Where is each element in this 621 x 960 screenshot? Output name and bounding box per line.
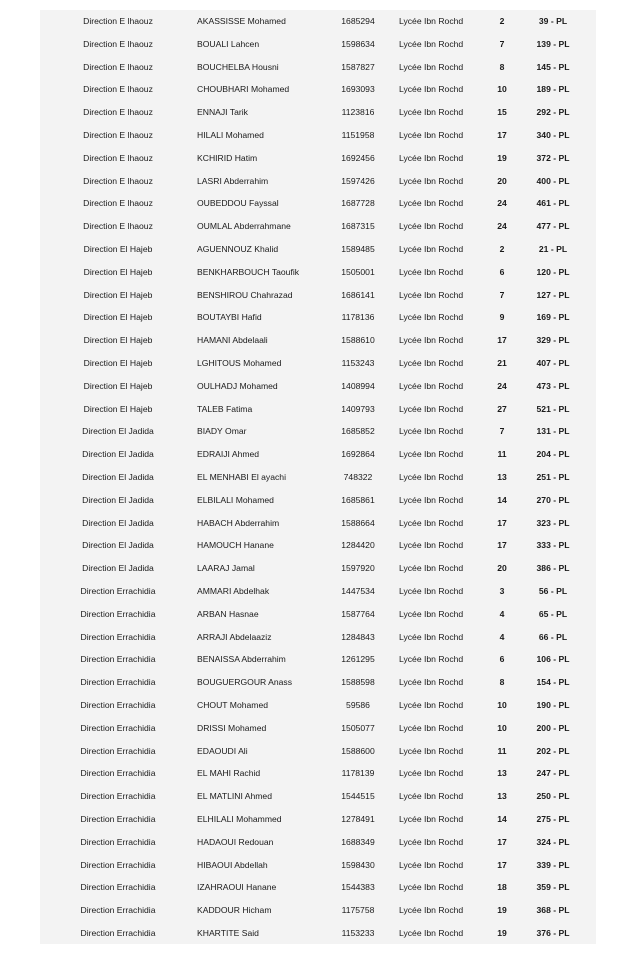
- id-cell: 1598430: [341, 859, 375, 870]
- school-cell: Lycée Ibn Rochd: [399, 449, 464, 460]
- direction-cell: Direction Errachidia: [80, 859, 156, 870]
- code-cell: 127 - PL: [536, 289, 570, 300]
- school-cell: Lycée Ibn Rochd: [399, 380, 464, 391]
- code-cell: 521 - PL: [536, 403, 570, 414]
- id-cell: 1123816: [341, 107, 375, 118]
- page-margin-left: [0, 0, 40, 960]
- code-cell: 154 - PL: [536, 677, 570, 688]
- table-row: [40, 375, 596, 398]
- direction-cell: Direction Errachidia: [80, 586, 156, 596]
- school-cell: Lycée Ibn Rochd: [399, 586, 464, 596]
- table-row: [40, 284, 596, 307]
- code-cell: 407 - PL: [536, 358, 570, 368]
- direction-cell: Direction Errachidia: [80, 814, 156, 824]
- name-cell: BENKHARBOUCH Taoufik: [197, 266, 300, 277]
- direction-cell: Direction E lhaouz: [83, 198, 153, 209]
- code-cell: 21 - PL: [538, 244, 568, 254]
- name-cell: EL MENHABI El ayachi: [197, 472, 286, 482]
- school-cell: Lycée Ibn Rochd: [399, 130, 464, 140]
- direction-cell: Direction El Hajeb: [83, 289, 153, 300]
- table-row: [40, 466, 596, 489]
- school-cell: Lycée Ibn Rochd: [399, 608, 464, 619]
- table-row: [40, 580, 596, 603]
- id-cell: 1588598: [341, 677, 375, 688]
- direction-cell: Direction Errachidia: [80, 608, 156, 619]
- school-cell: Lycée Ibn Rochd: [399, 836, 464, 847]
- number-cell: 2: [499, 244, 505, 254]
- number-cell: 8: [499, 61, 505, 72]
- name-cell: ELHILALI Mohammed: [197, 814, 282, 824]
- name-cell: BOUGUERGOUR Anass: [197, 677, 293, 688]
- code-cell: 386 - PL: [536, 563, 570, 574]
- table-row: [40, 808, 596, 831]
- school-cell: Lycée Ibn Rochd: [399, 905, 464, 916]
- number-cell: 18: [497, 882, 507, 893]
- code-cell: 372 - PL: [536, 152, 570, 163]
- code-cell: 120 - PL: [536, 266, 570, 277]
- table-row: [40, 101, 596, 124]
- number-cell: 19: [497, 928, 507, 938]
- code-cell: 145 - PL: [536, 61, 570, 72]
- id-cell: 1685852: [341, 426, 375, 437]
- direction-cell: Direction El Jadida: [82, 494, 154, 505]
- number-cell: 15: [497, 107, 507, 118]
- direction-cell: Direction Errachidia: [80, 700, 156, 710]
- table-row: [40, 443, 596, 466]
- direction-cell: Direction E lhaouz: [83, 61, 153, 72]
- code-cell: 359 - PL: [536, 882, 570, 893]
- school-cell: Lycée Ibn Rochd: [399, 700, 464, 710]
- direction-cell: Direction El Jadida: [82, 563, 154, 574]
- number-cell: 17: [497, 836, 507, 847]
- id-cell: 1685861: [341, 494, 375, 505]
- school-cell: Lycée Ibn Rochd: [399, 768, 464, 779]
- name-cell: LGHITOUS Mohamed: [197, 358, 282, 368]
- code-cell: 339 - PL: [536, 859, 570, 870]
- name-cell: AKASSISSE Mohamed: [197, 16, 286, 26]
- number-cell: 24: [497, 198, 507, 209]
- code-cell: 376 - PL: [536, 928, 570, 938]
- id-cell: 1447534: [341, 586, 375, 596]
- table-row: [40, 626, 596, 649]
- code-cell: 270 - PL: [536, 494, 570, 505]
- direction-cell: Direction Errachidia: [80, 654, 156, 665]
- table-row: [40, 876, 596, 899]
- school-cell: Lycée Ibn Rochd: [399, 677, 464, 688]
- name-cell: LASRI Abderrahim: [197, 175, 269, 186]
- school-cell: Lycée Ibn Rochd: [399, 61, 464, 72]
- direction-cell: Direction Errachidia: [80, 745, 156, 756]
- id-cell: 1409793: [341, 403, 375, 414]
- id-cell: 1587764: [341, 608, 375, 619]
- number-cell: 21: [497, 358, 507, 368]
- name-cell: BENAISSA Abderrahim: [197, 654, 286, 665]
- table-row: [40, 10, 596, 33]
- table-row: [40, 124, 596, 147]
- direction-cell: Direction El Hajeb: [83, 335, 153, 346]
- code-cell: 477 - PL: [536, 221, 570, 232]
- table-row: [40, 33, 596, 56]
- code-cell: 473 - PL: [536, 380, 570, 391]
- name-cell: HADAOUI Redouan: [197, 836, 274, 847]
- name-cell: EL MAHI Rachid: [197, 768, 261, 779]
- id-cell: 1175758: [341, 905, 375, 916]
- direction-cell: Direction Errachidia: [80, 768, 156, 779]
- table-row: [40, 306, 596, 329]
- name-cell: BENSHIROU Chahrazad: [197, 289, 293, 300]
- direction-cell: Direction El Hajeb: [83, 358, 153, 368]
- name-cell: CHOUBHARI Mohamed: [197, 84, 290, 95]
- code-cell: 461 - PL: [536, 198, 570, 209]
- direction-cell: Direction El Jadida: [82, 517, 154, 528]
- code-cell: 250 - PL: [536, 791, 570, 802]
- name-cell: BOUTAYBI Hafid: [197, 312, 262, 323]
- number-cell: 10: [497, 722, 507, 733]
- direction-cell: Direction Errachidia: [80, 928, 156, 938]
- table-row: [40, 170, 596, 193]
- number-cell: 2: [499, 16, 505, 26]
- id-cell: 1686141: [341, 289, 375, 300]
- code-cell: 56 - PL: [538, 586, 568, 596]
- direction-cell: Direction El Jadida: [82, 449, 154, 460]
- table-row: [40, 694, 596, 717]
- direction-cell: Direction El Hajeb: [83, 244, 153, 254]
- school-cell: Lycée Ibn Rochd: [399, 312, 464, 323]
- table-row: [40, 489, 596, 512]
- school-cell: Lycée Ibn Rochd: [399, 494, 464, 505]
- number-cell: 17: [497, 859, 507, 870]
- name-cell: ARBAN Hasnae: [197, 608, 259, 619]
- code-cell: 323 - PL: [536, 517, 570, 528]
- id-cell: 1284843: [341, 631, 375, 642]
- id-cell: 59586: [346, 700, 370, 710]
- name-cell: HILALI Mohamed: [197, 130, 264, 140]
- school-cell: Lycée Ibn Rochd: [399, 791, 464, 802]
- table-row: [40, 78, 596, 101]
- name-cell: ENNAJI Tarik: [197, 107, 248, 118]
- code-cell: 329 - PL: [536, 335, 570, 346]
- school-cell: Lycée Ibn Rochd: [399, 244, 464, 254]
- table-row: [40, 512, 596, 535]
- direction-cell: Direction Errachidia: [80, 836, 156, 847]
- number-cell: 11: [497, 745, 507, 756]
- name-cell: HAMOUCH Hanane: [197, 540, 274, 551]
- number-cell: 20: [497, 175, 507, 186]
- code-cell: 169 - PL: [536, 312, 570, 323]
- number-cell: 7: [499, 289, 505, 300]
- school-cell: Lycée Ibn Rochd: [399, 426, 464, 437]
- table-row: [40, 671, 596, 694]
- number-cell: 24: [497, 221, 507, 232]
- number-cell: 19: [497, 152, 507, 163]
- school-cell: Lycée Ibn Rochd: [399, 859, 464, 870]
- number-cell: 11: [497, 449, 507, 460]
- number-cell: 7: [499, 38, 505, 49]
- id-cell: 1284420: [341, 540, 375, 551]
- school-cell: Lycée Ibn Rochd: [399, 175, 464, 186]
- direction-cell: Direction E lhaouz: [83, 221, 153, 232]
- direction-cell: Direction El Hajeb: [83, 266, 153, 277]
- school-cell: Lycée Ibn Rochd: [399, 540, 464, 551]
- number-cell: 6: [499, 654, 505, 665]
- code-cell: 324 - PL: [536, 836, 570, 847]
- number-cell: 14: [497, 814, 507, 824]
- id-cell: 1687315: [341, 221, 375, 232]
- code-cell: 39 - PL: [538, 16, 568, 26]
- name-cell: HAMANI Abdelaali: [197, 335, 268, 346]
- code-cell: 131 - PL: [536, 426, 570, 437]
- school-cell: Lycée Ibn Rochd: [399, 928, 464, 938]
- id-cell: 1693093: [341, 84, 375, 95]
- name-cell: DRISSI Mohamed: [197, 722, 267, 733]
- table-row: [40, 352, 596, 375]
- table-row: [40, 147, 596, 170]
- table-row: [40, 420, 596, 443]
- code-cell: 202 - PL: [536, 745, 570, 756]
- code-cell: 139 - PL: [536, 38, 570, 49]
- name-cell: BOUCHELBA Housni: [197, 61, 279, 72]
- table-row: [40, 398, 596, 421]
- id-cell: 1408994: [341, 380, 375, 391]
- school-cell: Lycée Ibn Rochd: [399, 289, 464, 300]
- code-cell: 247 - PL: [536, 768, 570, 779]
- school-cell: Lycée Ibn Rochd: [399, 814, 464, 824]
- id-cell: 748322: [343, 472, 373, 482]
- table-row: [40, 740, 596, 763]
- school-cell: Lycée Ibn Rochd: [399, 38, 464, 49]
- page-margin-bottom: [0, 944, 621, 960]
- table-row: [40, 762, 596, 785]
- direction-cell: Direction E lhaouz: [83, 130, 153, 140]
- table-row: [40, 854, 596, 877]
- number-cell: 24: [497, 380, 507, 391]
- table-row: [40, 717, 596, 740]
- code-cell: 204 - PL: [536, 449, 570, 460]
- number-cell: 10: [497, 700, 507, 710]
- id-cell: 1588610: [341, 335, 375, 346]
- number-cell: 13: [497, 472, 507, 482]
- table-row: [40, 534, 596, 557]
- id-cell: 1588664: [341, 517, 375, 528]
- direction-cell: Direction El Hajeb: [83, 380, 153, 391]
- name-cell: IZAHRAOUI Hanane: [197, 882, 277, 893]
- name-cell: ARRAJI Abdelaaziz: [197, 631, 272, 642]
- id-cell: 1687728: [341, 198, 375, 209]
- direction-cell: Direction El Jadida: [82, 472, 154, 482]
- code-cell: 275 - PL: [536, 814, 570, 824]
- table-row: [40, 56, 596, 79]
- code-cell: 251 - PL: [536, 472, 570, 482]
- name-cell: OUBEDDOU Fayssal: [197, 198, 279, 209]
- table-row: [40, 831, 596, 854]
- school-cell: Lycée Ibn Rochd: [399, 358, 464, 368]
- name-cell: OUMLAL Abderrahmane: [197, 221, 291, 232]
- school-cell: Lycée Ibn Rochd: [399, 16, 464, 26]
- id-cell: 1278491: [341, 814, 375, 824]
- name-cell: KCHIRID Hatim: [197, 152, 258, 163]
- direction-cell: Direction E lhaouz: [83, 175, 153, 186]
- school-cell: Lycée Ibn Rochd: [399, 517, 464, 528]
- direction-cell: Direction El Jadida: [82, 540, 154, 551]
- school-cell: Lycée Ibn Rochd: [399, 221, 464, 232]
- number-cell: 9: [499, 312, 505, 323]
- code-cell: 200 - PL: [536, 722, 570, 733]
- name-cell: BOUALI Lahcen: [197, 38, 260, 49]
- school-cell: Lycée Ibn Rochd: [399, 745, 464, 756]
- name-cell: KADDOUR Hicham: [197, 905, 272, 916]
- direction-cell: Direction E lhaouz: [83, 84, 153, 95]
- id-cell: 1692456: [341, 152, 375, 163]
- table-row: [40, 899, 596, 922]
- id-cell: 1153233: [341, 928, 375, 938]
- school-cell: Lycée Ibn Rochd: [399, 722, 464, 733]
- number-cell: 4: [499, 608, 505, 619]
- name-cell: AGUENNOUZ Khalid: [197, 244, 279, 254]
- name-cell: EDRAIJI Ahmed: [197, 449, 260, 460]
- school-cell: Lycée Ibn Rochd: [399, 198, 464, 209]
- school-cell: Lycée Ibn Rochd: [399, 654, 464, 665]
- number-cell: 8: [499, 677, 505, 688]
- code-cell: 189 - PL: [536, 84, 570, 95]
- id-cell: 1153243: [341, 358, 375, 368]
- code-cell: 106 - PL: [536, 654, 570, 665]
- name-cell: EDAOUDI Ali: [197, 745, 248, 756]
- name-cell: OULHADJ Mohamed: [197, 380, 278, 391]
- table-row: [40, 329, 596, 352]
- direction-cell: Direction E lhaouz: [83, 38, 153, 49]
- table-row: [40, 238, 596, 261]
- id-cell: 1688349: [341, 836, 375, 847]
- direction-cell: Direction Errachidia: [80, 677, 156, 688]
- code-cell: 292 - PL: [536, 107, 570, 118]
- school-cell: Lycée Ibn Rochd: [399, 563, 464, 574]
- name-cell: AMMARI Abdelhak: [197, 586, 270, 596]
- id-cell: 1589485: [341, 244, 375, 254]
- name-cell: KHARTITE Said: [197, 928, 259, 938]
- direction-cell: Direction E lhaouz: [83, 107, 153, 118]
- id-cell: 1588600: [341, 745, 375, 756]
- name-cell: HABACH Abderrahim: [197, 517, 280, 528]
- id-cell: 1692864: [341, 449, 375, 460]
- school-cell: Lycée Ibn Rochd: [399, 107, 464, 118]
- table-row: [40, 648, 596, 671]
- number-cell: 17: [497, 335, 507, 346]
- number-cell: 14: [497, 494, 507, 505]
- number-cell: 13: [497, 768, 507, 779]
- table-row: [40, 557, 596, 580]
- direction-cell: Direction Errachidia: [80, 631, 156, 642]
- code-cell: 368 - PL: [536, 905, 570, 916]
- name-cell: CHOUT Mohamed: [197, 700, 268, 710]
- id-cell: 1597920: [341, 563, 375, 574]
- name-cell: BIADY Omar: [197, 426, 247, 437]
- direction-cell: Direction Errachidia: [80, 882, 156, 893]
- id-cell: 1544383: [341, 882, 375, 893]
- number-cell: 17: [497, 540, 507, 551]
- id-cell: 1544515: [341, 791, 375, 802]
- number-cell: 10: [497, 84, 507, 95]
- direction-cell: Direction Errachidia: [80, 722, 156, 733]
- code-cell: 190 - PL: [536, 700, 570, 710]
- table-row: [40, 261, 596, 284]
- name-cell: LAARAJ Jamal: [197, 563, 255, 574]
- id-cell: 1685294: [341, 16, 375, 26]
- direction-cell: Direction El Hajeb: [83, 403, 153, 414]
- number-cell: 19: [497, 905, 507, 916]
- school-cell: Lycée Ibn Rochd: [399, 882, 464, 893]
- id-cell: 1178139: [341, 768, 375, 779]
- number-cell: 20: [497, 563, 507, 574]
- name-cell: ELBILALI Mohamed: [197, 494, 274, 505]
- direction-cell: Direction Errachidia: [80, 791, 156, 802]
- number-cell: 4: [499, 631, 505, 642]
- direction-cell: Direction El Jadida: [82, 426, 154, 437]
- direction-cell: Direction Errachidia: [80, 905, 156, 916]
- table-row: [40, 922, 596, 945]
- number-cell: 3: [499, 586, 505, 596]
- direction-cell: Direction El Hajeb: [83, 312, 153, 323]
- name-cell: TALEB Fatima: [197, 403, 253, 414]
- id-cell: 1505001: [341, 266, 375, 277]
- id-cell: 1505077: [341, 722, 375, 733]
- code-cell: 400 - PL: [536, 175, 570, 186]
- table-row: [40, 785, 596, 808]
- code-cell: 65 - PL: [538, 608, 568, 619]
- number-cell: 13: [497, 791, 507, 802]
- name-cell: HIBAOUI Abdellah: [197, 859, 268, 870]
- school-cell: Lycée Ibn Rochd: [399, 266, 464, 277]
- id-cell: 1151958: [341, 130, 375, 140]
- id-cell: 1178136: [341, 312, 375, 323]
- school-cell: Lycée Ibn Rochd: [399, 152, 464, 163]
- school-cell: Lycée Ibn Rochd: [399, 84, 464, 95]
- school-cell: Lycée Ibn Rochd: [399, 403, 464, 414]
- school-cell: Lycée Ibn Rochd: [399, 335, 464, 346]
- id-cell: 1261295: [341, 654, 375, 665]
- number-cell: 7: [499, 426, 505, 437]
- number-cell: 17: [497, 130, 507, 140]
- direction-cell: Direction E lhaouz: [83, 16, 153, 26]
- name-cell: EL MATLINI Ahmed: [197, 791, 272, 802]
- table-row: [40, 192, 596, 215]
- number-cell: 27: [497, 403, 507, 414]
- table-row: [40, 603, 596, 626]
- code-cell: 333 - PL: [536, 540, 570, 551]
- id-cell: 1598634: [341, 38, 375, 49]
- code-cell: 66 - PL: [538, 631, 568, 642]
- school-cell: Lycée Ibn Rochd: [399, 472, 464, 482]
- table-row: [40, 215, 596, 238]
- number-cell: 6: [499, 266, 505, 277]
- direction-cell: Direction E lhaouz: [83, 152, 153, 163]
- id-cell: 1587827: [341, 61, 375, 72]
- school-cell: Lycée Ibn Rochd: [399, 631, 464, 642]
- number-cell: 17: [497, 517, 507, 528]
- id-cell: 1597426: [341, 175, 375, 186]
- code-cell: 340 - PL: [536, 130, 570, 140]
